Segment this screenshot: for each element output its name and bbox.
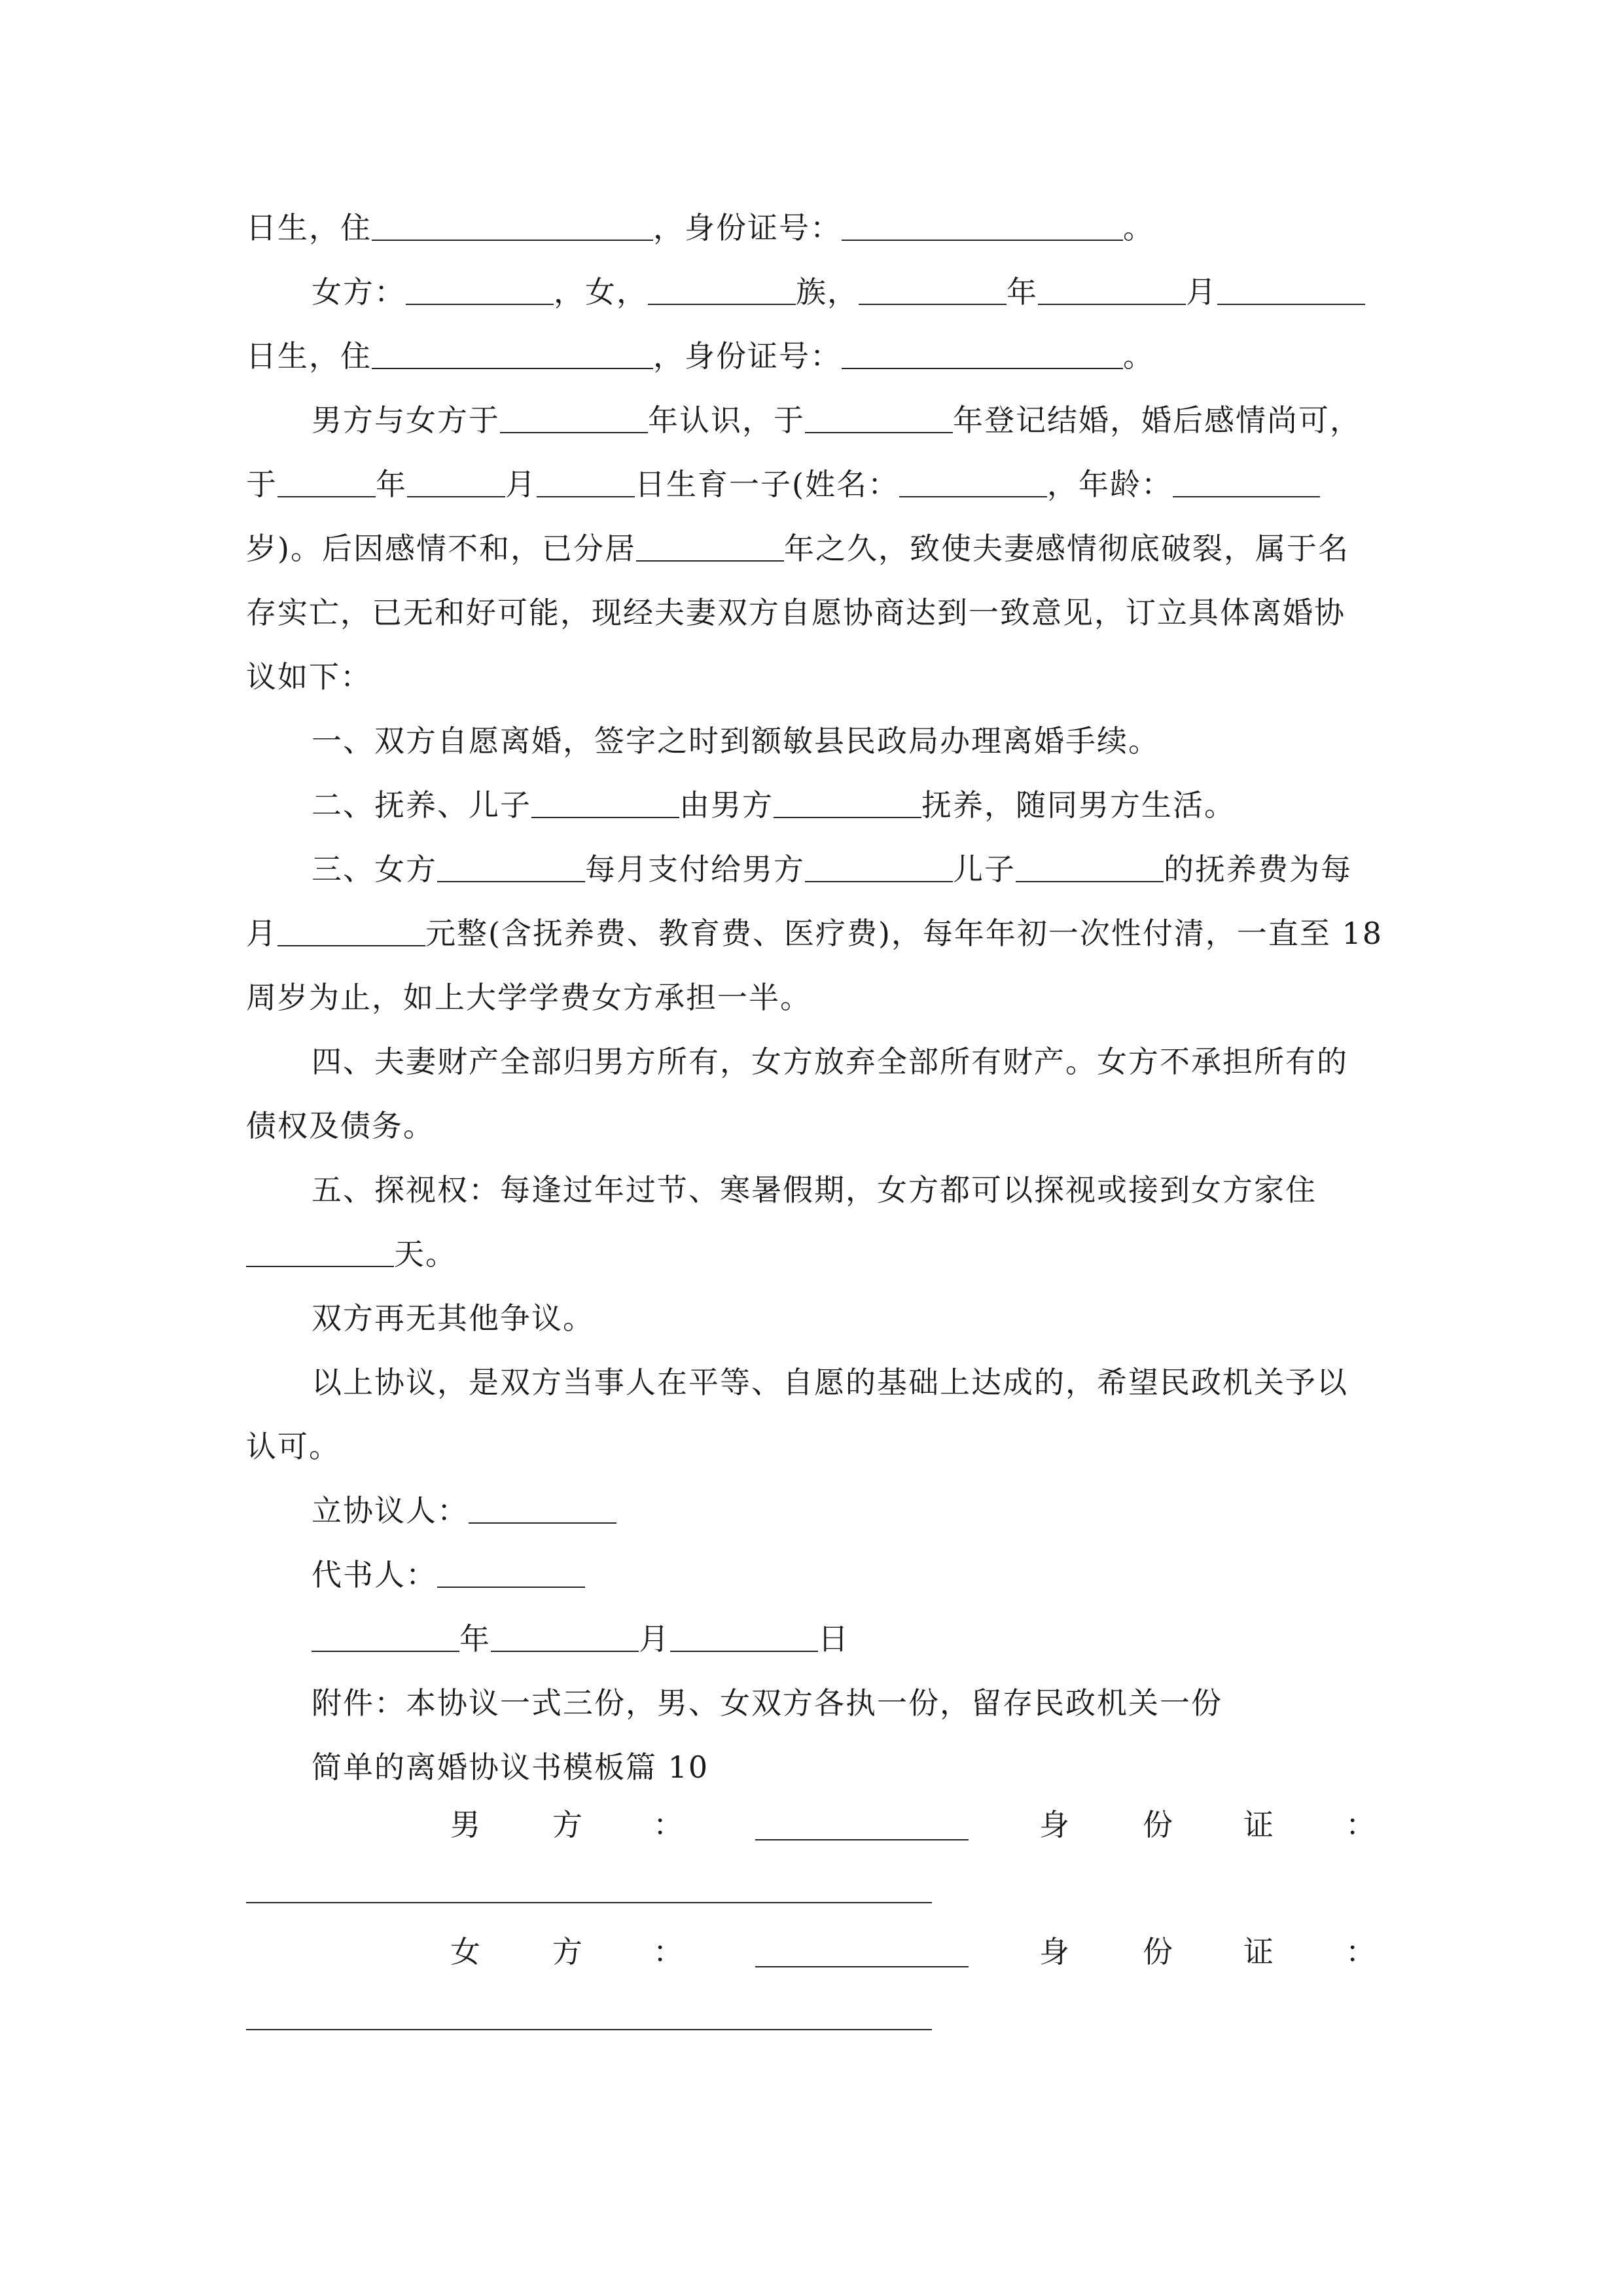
text-segment: 月 — [1186, 274, 1217, 310]
text-segment: 立协议人： — [312, 1493, 469, 1528]
blank-field — [842, 211, 1123, 241]
text-segment: 身 — [1039, 1807, 1069, 1842]
text-segment: ，身份证号： — [653, 210, 842, 245]
text-segment: 于 — [246, 467, 277, 502]
blank-field — [500, 403, 648, 433]
blank-field — [537, 467, 635, 497]
text-line: 四、夫妻财产全部归男方所有，女方放弃全部所有财产。女方不承担所有的 — [312, 1044, 1348, 1079]
text-segment: 女方： — [312, 274, 406, 310]
text-line — [246, 465, 1320, 504]
blank-field — [372, 211, 653, 241]
section-heading: 简单的离婚协议书模板篇 10 — [312, 1749, 709, 1785]
text-segment: 岁)。后因感情不和，已分居 — [246, 531, 636, 566]
blank-field — [1173, 467, 1320, 497]
text-line — [312, 272, 1365, 312]
blank-field — [246, 2029, 932, 2030]
text-segment: ： — [1346, 1934, 1376, 1969]
blank-field — [312, 1622, 459, 1652]
blank-field — [1217, 275, 1365, 305]
blank-field — [842, 339, 1123, 369]
text-segment: ： — [1346, 1807, 1376, 1842]
text-segment: 证 — [1243, 1807, 1274, 1842]
text-segment: 。 — [1123, 338, 1154, 374]
text-line — [246, 208, 1154, 247]
text-segment: 份 — [1143, 1934, 1173, 1969]
blank-field — [277, 916, 425, 946]
blank-field — [406, 275, 554, 305]
text-line — [246, 914, 1383, 953]
text-segment: 年 — [376, 467, 407, 502]
text-segment: ： — [653, 1934, 683, 1969]
text-segment: 身 — [1039, 1934, 1069, 1969]
text-segment: 日生育一子(姓名： — [635, 467, 899, 502]
blank-field — [246, 1237, 394, 1267]
text-line: 双方再无其他争议。 — [312, 1300, 594, 1336]
text-line — [312, 401, 1361, 440]
text-segment: 的抚养费为每 — [1164, 852, 1352, 887]
text-segment: 年登记结婚，婚后感情尚可， — [953, 403, 1361, 438]
text-line — [312, 785, 1236, 825]
text-segment: 年之久，致使夫妻感情彻底破裂，属于名 — [783, 531, 1349, 566]
text-line — [312, 850, 1352, 889]
text-segment: 儿子 — [953, 852, 1016, 887]
text-line — [246, 1234, 457, 1274]
blank-field — [670, 1622, 818, 1652]
blank-field — [246, 1902, 932, 1903]
text-line — [312, 1491, 616, 1530]
text-segment: ： — [653, 1807, 683, 1842]
text-line — [312, 1555, 585, 1594]
blank-field — [648, 275, 796, 305]
blank-field — [437, 852, 585, 882]
blank-field — [437, 1558, 585, 1588]
text-segment: 年 — [1007, 274, 1038, 310]
blank-field — [859, 275, 1007, 305]
text-segment: 。 — [1123, 210, 1154, 245]
text-segment: ，女， — [554, 274, 648, 310]
blank-field — [805, 403, 953, 433]
text-segment: 日生，住 — [246, 210, 372, 245]
text-segment: 月 — [639, 1621, 670, 1657]
text-segment: ，年龄： — [1046, 467, 1173, 502]
text-segment: 证 — [1243, 1934, 1274, 1969]
blank-field — [899, 467, 1047, 497]
text-segment: 二、抚养、儿子 — [312, 787, 531, 823]
blank-field — [491, 1622, 639, 1652]
blank-field — [407, 467, 505, 497]
text-line — [246, 529, 1349, 568]
blank-field — [755, 1810, 969, 1840]
text-line: 认可。 — [246, 1429, 340, 1464]
blank-field — [1016, 852, 1164, 882]
text-segment: 月 — [246, 916, 277, 951]
blank-field — [469, 1494, 616, 1524]
text-segment: 份 — [1143, 1807, 1173, 1842]
blank-field — [805, 852, 953, 882]
text-segment: 年 — [459, 1621, 491, 1657]
text-segment: 月 — [505, 467, 537, 502]
blank-field — [774, 788, 921, 818]
text-line: 周岁为止，如上大学学费女方承担一半。 — [246, 980, 812, 1015]
text-segment: 天。 — [394, 1236, 457, 1272]
blank-field — [755, 1937, 969, 1967]
text-segment: 三、女方 — [312, 852, 437, 887]
text-line: 债权及债务。 — [246, 1108, 435, 1143]
text-segment: 男 — [450, 1807, 480, 1842]
text-segment: 由男方 — [679, 787, 774, 823]
text-segment: 方 — [552, 1934, 582, 1969]
text-segment: 日生，住 — [246, 338, 372, 374]
blank-field — [372, 339, 653, 369]
blank-field — [636, 531, 784, 562]
text-line: 一、双方自愿离婚，签字之时到额敏县民政局办理离婚手续。 — [312, 723, 1160, 759]
text-line: 存实亡，已无和好可能，现经夫妻双方自愿协商达到一致意见，订立具体离婚协 — [246, 595, 1346, 630]
text-segment: 男方与女方于 — [312, 403, 500, 438]
text-line: 附件：本协议一式三份，男、女双方各执一份，留存民政机关一份 — [312, 1685, 1222, 1721]
text-segment: 日 — [818, 1621, 849, 1657]
text-line — [246, 336, 1154, 376]
text-segment: 方 — [552, 1807, 582, 1842]
text-line: 以上协议，是双方当事人在平等、自愿的基础上达成的，希望民政机关予以 — [312, 1365, 1348, 1400]
text-line: 议如下： — [246, 659, 372, 694]
blank-field — [531, 788, 679, 818]
text-segment: 元整(含抚养费、教育费、医疗费)，每年年初一次性付清，一直至 18 — [425, 916, 1383, 951]
blank-field — [1038, 275, 1186, 305]
text-segment: ，身份证号： — [653, 338, 842, 374]
text-segment: 族， — [796, 274, 859, 310]
text-segment: 年认识，于 — [648, 403, 805, 438]
text-segment: 抚养，随同男方生活。 — [921, 787, 1236, 823]
text-segment: 每月支付给男方 — [585, 852, 805, 887]
text-segment: 代书人： — [312, 1557, 437, 1592]
text-line — [312, 1619, 849, 1659]
text-segment: 女 — [450, 1934, 480, 1969]
blank-field — [277, 467, 376, 497]
text-line: 五、探视权：每逢过年过节、寒暑假期，女方都可以探视或接到女方家住 — [312, 1172, 1317, 1208]
